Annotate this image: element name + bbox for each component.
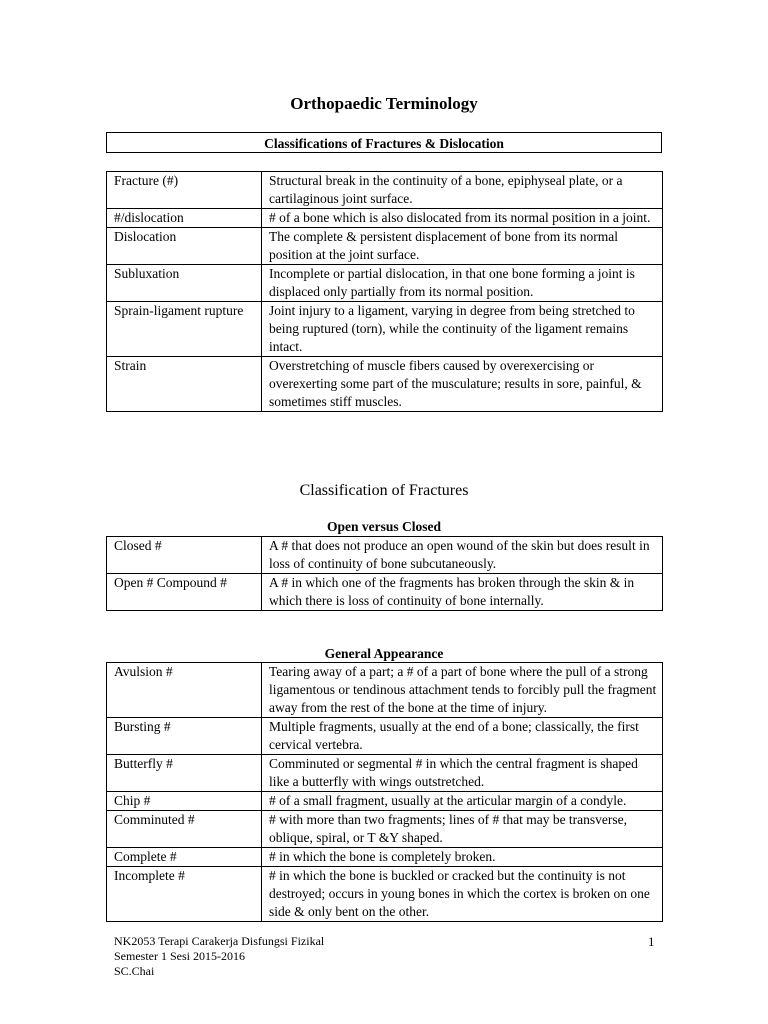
table-row: [107, 209, 663, 228]
table-row: [107, 663, 663, 718]
term-cell: Sprain-ligament rupture: [107, 302, 262, 357]
definition-cell: Joint injury to a ligament, varying in degree from being stretched to being ruptured (torn), while the continuity of the ligament remains intact.: [262, 302, 663, 357]
term-cell: Avulsion #: [107, 663, 262, 718]
term-cell: Comminuted #: [107, 811, 262, 848]
table-row: [107, 357, 663, 412]
term-cell: #/dislocation: [107, 209, 262, 228]
definition-cell: Overstretching of muscle fibers caused by overexercising or overexerting some part of the musculature; results in sore, painful, & sometimes stiff muscles.: [262, 357, 663, 412]
page-number: 1: [648, 934, 655, 949]
page-title: Orthopaedic Terminology: [290, 94, 478, 113]
definition-cell: Incomplete or partial dislocation, in that one bone forming a joint is displaced only partially from its normal position.: [262, 265, 663, 302]
table-row: [107, 718, 663, 755]
term-cell: Strain: [107, 357, 262, 412]
open-closed-heading: Open versus Closed: [326, 519, 441, 534]
term-cell: Closed #: [107, 537, 262, 574]
table-row: [107, 848, 663, 867]
open-closed-table: [106, 536, 663, 611]
definition-cell: # of a bone which is also dislocated from its normal position in a joint.: [262, 209, 663, 228]
definition-cell: Tearing away of a part; a # of a part of bone where the pull of a strong ligamentous or tendinous attachment tends to forcibly pull the fragment away from the rest of the bone at the time of injury.: [262, 663, 663, 718]
footer-semester: Semester 1 Sesi 2015-2016: [114, 949, 245, 963]
general-appearance-table: [106, 662, 663, 922]
definition-cell: Structural break in the continuity of a bone, epiphyseal plate, or a cartilaginous joint surface.: [262, 172, 663, 209]
definition-cell: A # that does not produce an open wound of the skin but does result in loss of continuity of bone subcutaneously.: [262, 537, 663, 574]
table-row: [107, 811, 663, 848]
definition-cell: The complete & persistent displacement of bone from its normal position at the joint surface.: [262, 228, 663, 265]
general-appearance-heading: General Appearance: [324, 646, 444, 661]
term-cell: Bursting #: [107, 718, 262, 755]
term-cell: Subluxation: [107, 265, 262, 302]
table-row: [107, 172, 663, 209]
definition-cell: # with more than two fragments; lines of # that may be transverse, oblique, spiral, or T &Y shaped.: [262, 811, 663, 848]
term-cell: Butterfly #: [107, 755, 262, 792]
table-row: [107, 302, 663, 357]
table-row: [107, 265, 663, 302]
definition-cell: # of a small fragment, usually at the articular margin of a condyle.: [262, 792, 663, 811]
definition-cell: A # in which one of the fragments has broken through the skin & in which there is loss of continuity of bone internally.: [262, 574, 663, 611]
table-row: [107, 867, 663, 922]
term-cell: Chip #: [107, 792, 262, 811]
footer-course: NK2053 Terapi Carakerja Disfungsi Fizikal: [114, 934, 325, 948]
box-heading: Classifications of Fractures & Dislocation: [106, 132, 662, 153]
section-title: Classification of Fractures: [299, 482, 469, 499]
table-row: [107, 228, 663, 265]
table-row: [107, 792, 663, 811]
term-cell: Fracture (#): [107, 172, 262, 209]
term-cell: Complete #: [107, 848, 262, 867]
definition-cell: Multiple fragments, usually at the end of a bone; classically, the first cervical vertebra.: [262, 718, 663, 755]
terms-table: [106, 171, 663, 412]
page-footer: [114, 934, 324, 979]
term-cell: Incomplete #: [107, 867, 262, 922]
definition-cell: # in which the bone is buckled or cracked but the continuity is not destroyed; occurs in young bones in which the cortex is broken on one side & only bent on the other.: [262, 867, 663, 922]
table-row: [107, 537, 663, 574]
definition-cell: Comminuted or segmental # in which the central fragment is shaped like a butterfly with wings outstretched.: [262, 755, 663, 792]
table-row: [107, 574, 663, 611]
term-cell: Dislocation: [107, 228, 262, 265]
term-cell: Open # Compound #: [107, 574, 262, 611]
footer-author: SC.Chai: [114, 964, 155, 978]
table-row: [107, 755, 663, 792]
definition-cell: # in which the bone is completely broken.: [262, 848, 663, 867]
